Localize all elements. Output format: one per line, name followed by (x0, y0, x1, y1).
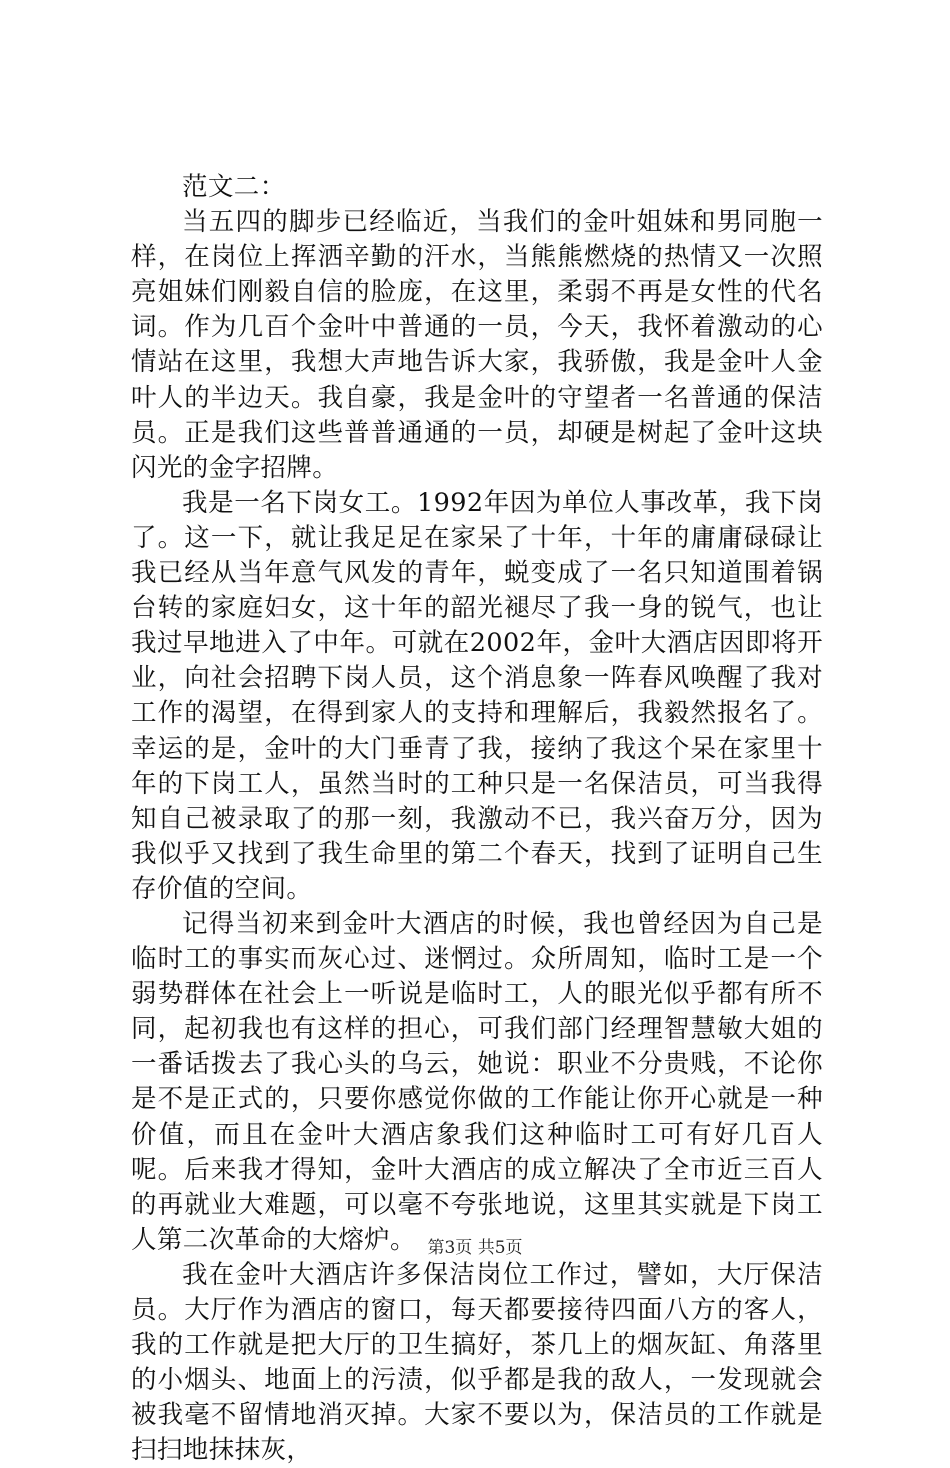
paragraph-heading: 范文二： (182, 172, 286, 202)
paragraph: 我在金叶大酒店许多保洁岗位工作过，譬如，大厅保洁员。大厅作为酒店的窗口，每天都要接待四面八方的客人，我的工作就是把大厅的卫生搞好，茶几上的烟灰缸、角落里的小烟头、地面上的污渍，似乎都是我的敌人，一发现就会被我毫不留情地消灭掉。大家不要以为，保洁员的工作就是扫扫地抹抹灰， (131, 1259, 823, 1466)
paragraph: 记得当初来到金叶大酒店的时候，我也曾经因为自己是临时工的事实而灰心过、迷惘过。众所周知，临时工是一个弱势群体在社会上一听说是临时工，人的眼光似乎都有所不同，起初我也有这样的担心，可我们部门经理智慧敏大姐的一番话拨去了我心头的乌云，她说：职业不分贵贱，不论你是不是正式的，只要你感觉你做的工作能让你开心就是一种价值，而且在金叶大酒店象我们这种临时工可有好几百人呢。后来我才得知，金叶大酒店的成立解决了全市近三百人的再就业大难题，可以毫不夸张地说，这里其实就是下岗工人第二次革命的大熔炉。 (131, 908, 823, 1255)
page-footer: 第3页 共5页 (427, 1238, 523, 1258)
paragraph: 我是一名下岗女工。1992年因为单位人事改革，我下岗了。这一下，就让我足足在家呆了十年，十年的庸庸碌碌让我已经从当年意气风发的青年，蜕变成了一名只知道围着锅台转的家庭妇女，这十年的韶光褪尽了我一身的锐气，也让我过早地进入了中年。可就在2002年，金叶大酒店因即将开业，向社会招聘下岗人员，这个消息象一阵春风唤醒了我对工作的渴望，在得到家人的支持和理解后，我毅然报名了。幸运的是，金叶的大门垂青了我，接纳了我这个呆在家里十年的下岗工人，虽然当时的工种只是一名保洁员，可当我得知自己被录取了的那一刻，我激动不已，我兴奋万分，因为我似乎又找到了我生命里的第二个春天，找到了证明自己生存价值的空间。 (131, 487, 823, 904)
document-body (131, 170, 823, 1468)
paragraph: 当五四的脚步已经临近，当我们的金叶姐妹和男同胞一样，在岗位上挥洒辛勤的汗水，当熊熊燃烧的热情又一次照亮姐妹们刚毅自信的脸庞，在这里，柔弱不再是女性的代名词。作为几百个金叶中普通的一员，今天，我怀着激动的心情站在这里，我想大声地告诉大家，我骄傲，我是金叶人金叶人的半边天。我自豪，我是金叶的守望者一名普通的保洁员。正是我们这些普普通通的一员，却硬是树起了金叶这块闪光的金字招牌。 (131, 207, 823, 483)
